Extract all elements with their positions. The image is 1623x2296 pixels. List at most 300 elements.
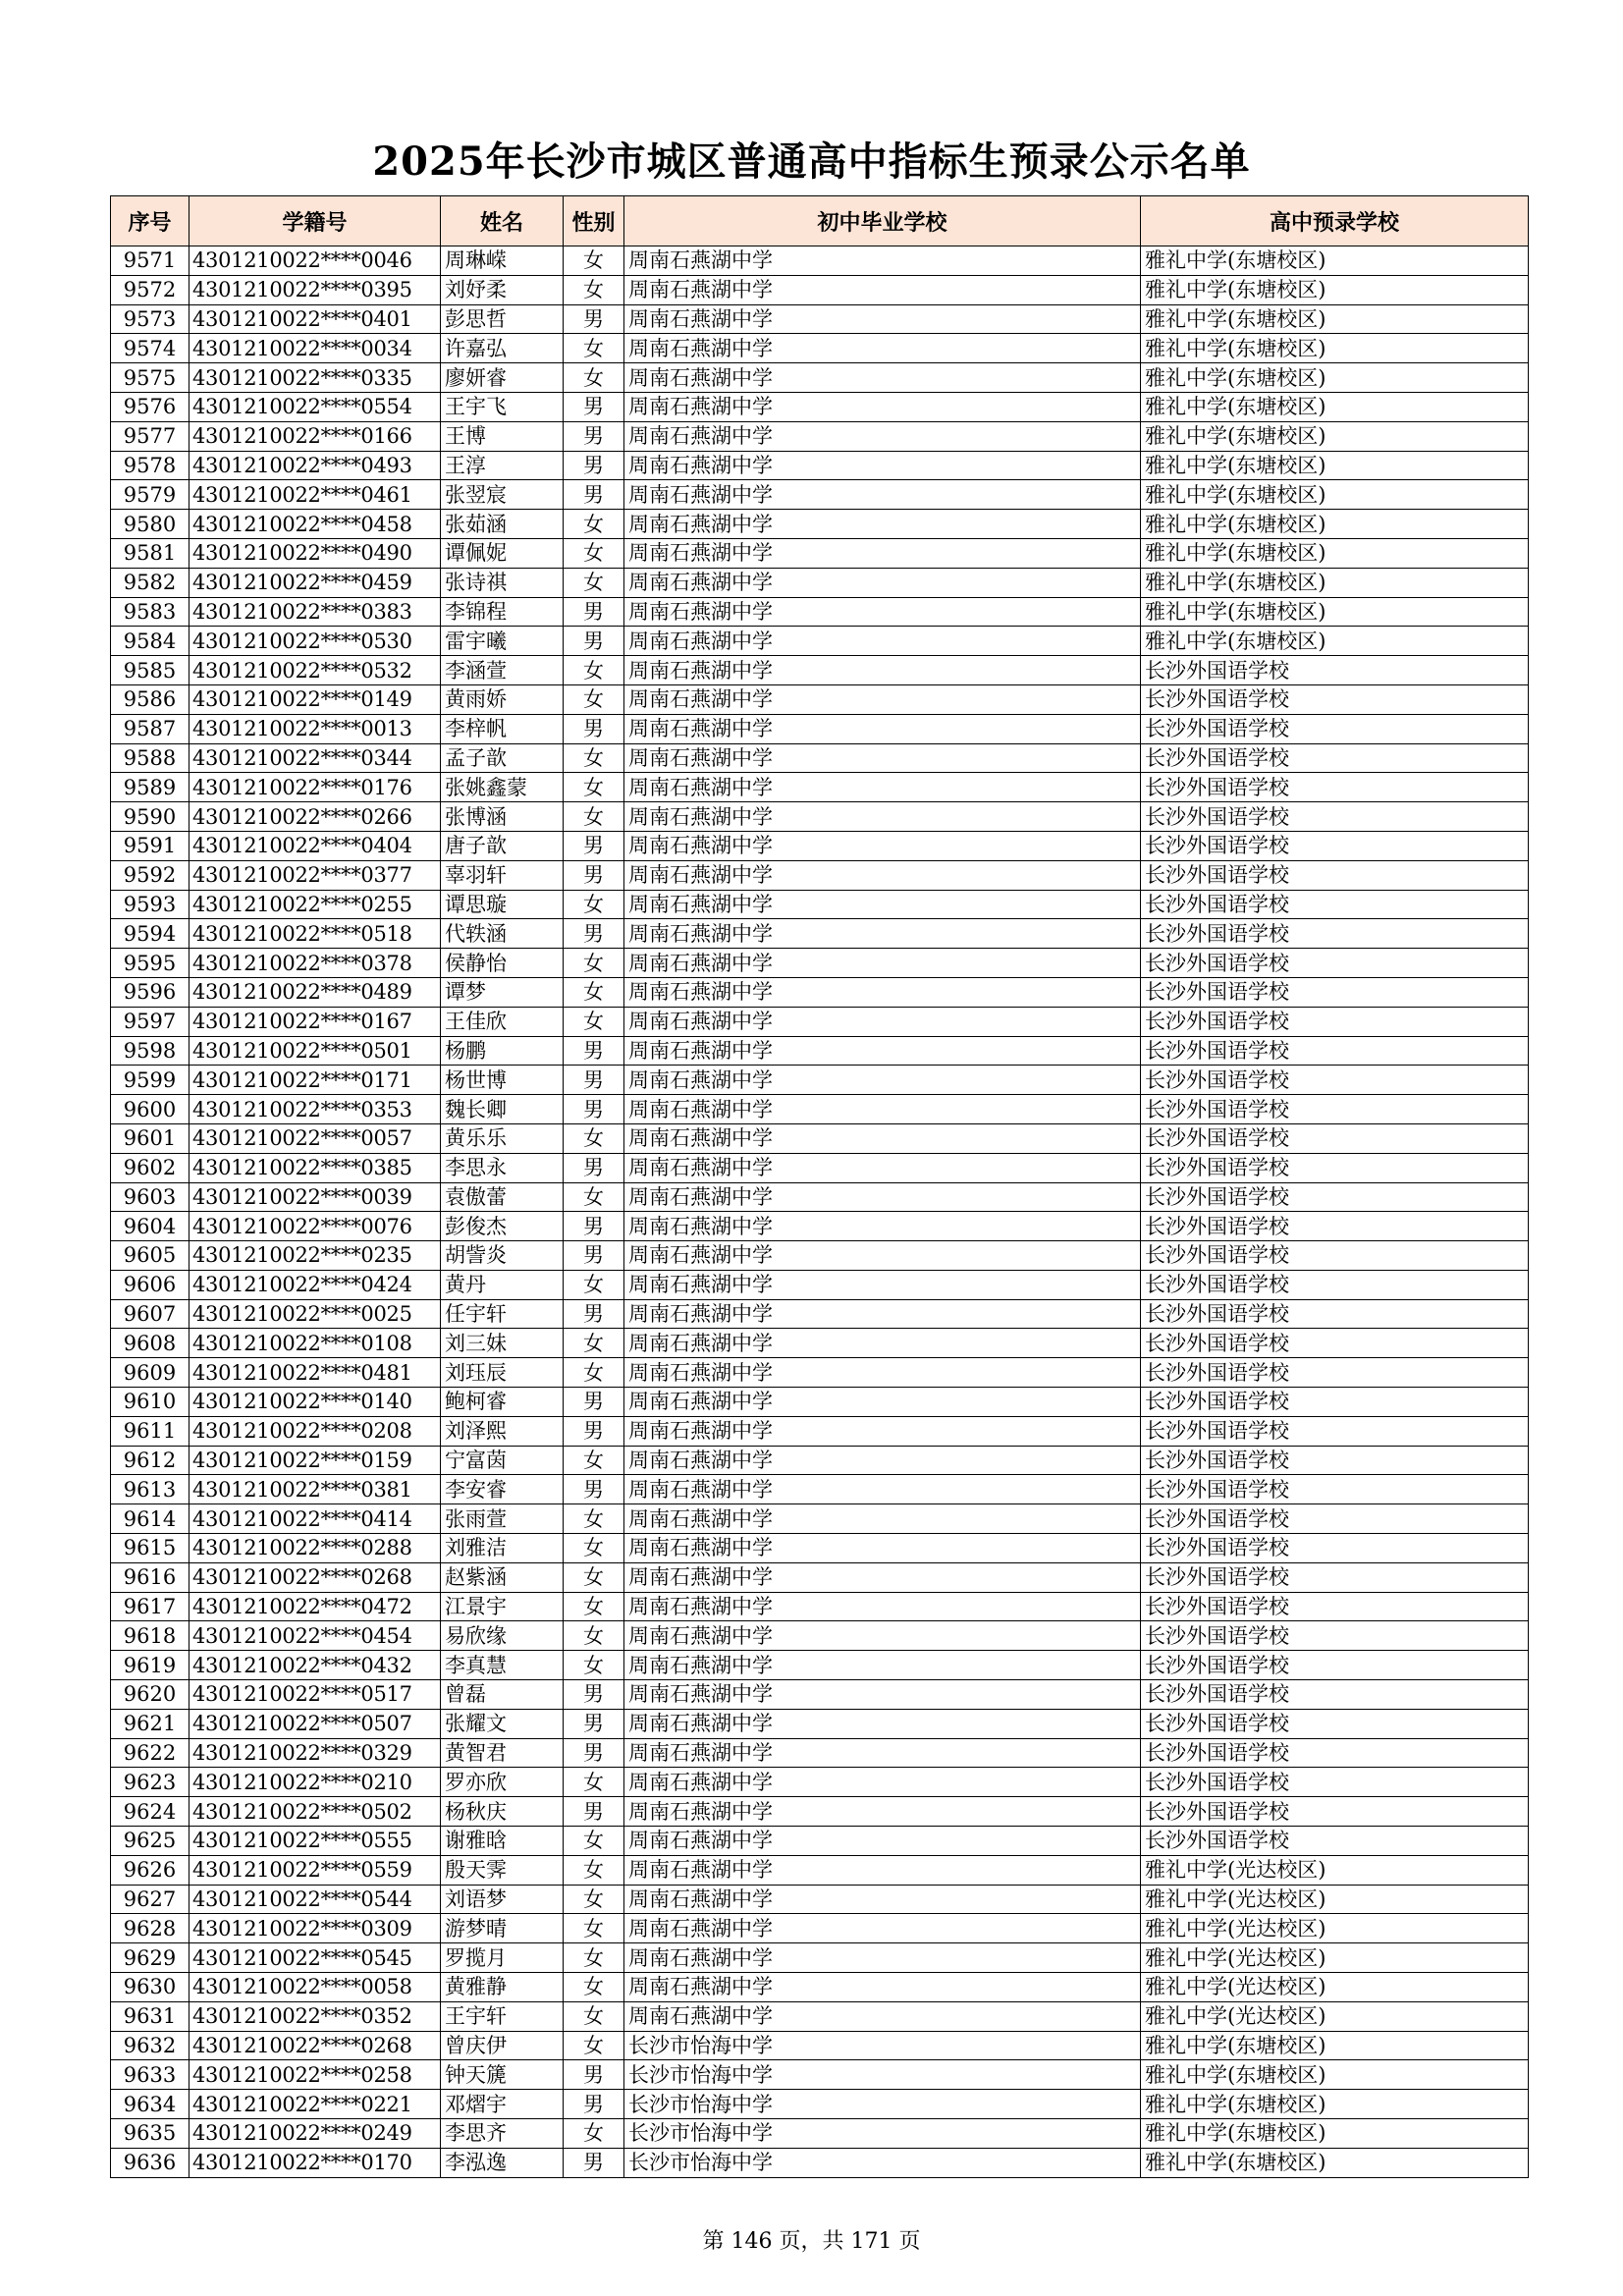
table-row: [111, 1621, 1529, 1651]
cell-gender: 女: [564, 1358, 624, 1388]
cell-name: 殷天霁: [441, 1855, 564, 1885]
cell-serial: 9600: [111, 1095, 189, 1124]
cell-student-id: 4301210022****0353: [189, 1095, 441, 1124]
cell-gender: 女: [564, 802, 624, 832]
cell-junior-school: 周南石燕湖中学: [624, 1855, 1141, 1885]
cell-student-id: 4301210022****0432: [189, 1651, 441, 1680]
table-row: [111, 597, 1529, 627]
cell-gender: 女: [564, 1827, 624, 1856]
cell-gender: 男: [564, 451, 624, 480]
cell-junior-school: 周南石燕湖中学: [624, 1036, 1141, 1066]
cell-senior-school: 雅礼中学(光达校区): [1141, 1973, 1529, 2002]
cell-gender: 男: [564, 1212, 624, 1241]
cell-serial: 9587: [111, 714, 189, 743]
cell-senior-school: 长沙外国语学校: [1141, 1416, 1529, 1446]
table-row: [111, 977, 1529, 1007]
table-row: [111, 1123, 1529, 1153]
cell-junior-school: 周南石燕湖中学: [624, 714, 1141, 743]
cell-student-id: 4301210022****0039: [189, 1182, 441, 1212]
cell-name: 袁傲蕾: [441, 1182, 564, 1212]
cell-junior-school: 周南石燕湖中学: [624, 1007, 1141, 1036]
cell-serial: 9633: [111, 2060, 189, 2090]
cell-gender: 女: [564, 773, 624, 802]
cell-serial: 9618: [111, 1621, 189, 1651]
cell-gender: 女: [564, 1534, 624, 1563]
cell-serial: 9595: [111, 949, 189, 978]
cell-gender: 女: [564, 977, 624, 1007]
cell-junior-school: 周南石燕湖中学: [624, 1182, 1141, 1212]
cell-name: 刘泽熙: [441, 1416, 564, 1446]
cell-junior-school: 周南石燕湖中学: [624, 1095, 1141, 1124]
cell-gender: 女: [564, 1973, 624, 2002]
admission-table: [110, 195, 1529, 2178]
cell-senior-school: 长沙外国语学校: [1141, 1066, 1529, 1095]
cell-gender: 女: [564, 275, 624, 304]
cell-senior-school: 长沙外国语学校: [1141, 1007, 1529, 1036]
cell-serial: 9590: [111, 802, 189, 832]
cell-senior-school: 雅礼中学(东塘校区): [1141, 334, 1529, 363]
cell-senior-school: 长沙外国语学校: [1141, 1182, 1529, 1212]
cell-serial: 9605: [111, 1241, 189, 1271]
column-header-student-id: 学籍号: [189, 196, 441, 246]
table-row: [111, 684, 1529, 714]
cell-name: 刘语梦: [441, 1885, 564, 1914]
cell-student-id: 4301210022****0530: [189, 627, 441, 656]
cell-gender: 女: [564, 743, 624, 773]
cell-student-id: 4301210022****0329: [189, 1738, 441, 1768]
cell-gender: 女: [564, 1914, 624, 1943]
cell-student-id: 4301210022****0555: [189, 1827, 441, 1856]
cell-junior-school: 周南石燕湖中学: [624, 890, 1141, 919]
cell-senior-school: 长沙外国语学校: [1141, 1212, 1529, 1241]
cell-gender: 男: [564, 1738, 624, 1768]
cell-serial: 9589: [111, 773, 189, 802]
table-row: [111, 1388, 1529, 1417]
table-row: [111, 1768, 1529, 1797]
cell-gender: 男: [564, 421, 624, 451]
cell-serial: 9583: [111, 597, 189, 627]
column-header-name: 姓名: [441, 196, 564, 246]
cell-junior-school: 长沙市怡海中学: [624, 2060, 1141, 2090]
cell-gender: 男: [564, 1388, 624, 1417]
cell-serial: 9579: [111, 480, 189, 510]
cell-senior-school: 长沙外国语学校: [1141, 1299, 1529, 1329]
cell-serial: 9624: [111, 1797, 189, 1827]
cell-student-id: 4301210022****0404: [189, 831, 441, 860]
cell-senior-school: 长沙外国语学校: [1141, 1534, 1529, 1563]
cell-gender: 男: [564, 2060, 624, 2090]
cell-senior-school: 长沙外国语学校: [1141, 802, 1529, 832]
cell-name: 任宇轩: [441, 1299, 564, 1329]
cell-serial: 9614: [111, 1504, 189, 1534]
cell-gender: 女: [564, 684, 624, 714]
table-row: [111, 568, 1529, 597]
table-row: [111, 890, 1529, 919]
cell-student-id: 4301210022****0385: [189, 1153, 441, 1182]
cell-gender: 男: [564, 860, 624, 890]
cell-name: 侯静怡: [441, 949, 564, 978]
cell-student-id: 4301210022****0171: [189, 1066, 441, 1095]
cell-student-id: 4301210022****0518: [189, 919, 441, 949]
cell-serial: 9596: [111, 977, 189, 1007]
table-body: [111, 246, 1529, 2178]
cell-name: 张姚鑫蒙: [441, 773, 564, 802]
table-row: [111, 1299, 1529, 1329]
column-header-junior-school: 初中毕业学校: [624, 196, 1141, 246]
cell-junior-school: 周南石燕湖中学: [624, 1241, 1141, 1271]
cell-junior-school: 周南石燕湖中学: [624, 1797, 1141, 1827]
cell-junior-school: 长沙市怡海中学: [624, 2119, 1141, 2149]
cell-gender: 女: [564, 1446, 624, 1475]
cell-senior-school: 长沙外国语学校: [1141, 684, 1529, 714]
cell-name: 宁富茵: [441, 1446, 564, 1475]
cell-student-id: 4301210022****0166: [189, 421, 441, 451]
cell-junior-school: 周南石燕湖中学: [624, 773, 1141, 802]
cell-student-id: 4301210022****0459: [189, 568, 441, 597]
cell-junior-school: 周南石燕湖中学: [624, 304, 1141, 334]
table-row: [111, 1827, 1529, 1856]
cell-name: 杨鹏: [441, 1036, 564, 1066]
cell-name: 黄乐乐: [441, 1123, 564, 1153]
cell-name: 雷宇曦: [441, 627, 564, 656]
cell-gender: 女: [564, 656, 624, 685]
cell-junior-school: 周南石燕湖中学: [624, 684, 1141, 714]
cell-student-id: 4301210022****0167: [189, 1007, 441, 1036]
cell-junior-school: 长沙市怡海中学: [624, 2031, 1141, 2060]
cell-serial: 9584: [111, 627, 189, 656]
cell-serial: 9576: [111, 392, 189, 421]
cell-name: 黄丹: [441, 1270, 564, 1299]
cell-student-id: 4301210022****0058: [189, 1973, 441, 2002]
cell-serial: 9607: [111, 1299, 189, 1329]
cell-senior-school: 长沙外国语学校: [1141, 1358, 1529, 1388]
cell-student-id: 4301210022****0249: [189, 2119, 441, 2149]
cell-student-id: 4301210022****0258: [189, 2060, 441, 2090]
cell-student-id: 4301210022****0046: [189, 246, 441, 276]
cell-senior-school: 雅礼中学(东塘校区): [1141, 421, 1529, 451]
cell-junior-school: 周南石燕湖中学: [624, 1885, 1141, 1914]
cell-junior-school: 周南石燕湖中学: [624, 860, 1141, 890]
cell-gender: 女: [564, 1768, 624, 1797]
cell-gender: 男: [564, 1797, 624, 1827]
cell-senior-school: 长沙外国语学校: [1141, 1241, 1529, 1271]
table-row: [111, 1416, 1529, 1446]
cell-senior-school: 长沙外国语学校: [1141, 1123, 1529, 1153]
cell-serial: 9593: [111, 890, 189, 919]
cell-name: 刘三妹: [441, 1329, 564, 1358]
cell-gender: 男: [564, 1475, 624, 1504]
cell-senior-school: 长沙外国语学校: [1141, 919, 1529, 949]
cell-senior-school: 雅礼中学(东塘校区): [1141, 2031, 1529, 2060]
cell-serial: 9574: [111, 334, 189, 363]
table-row: [111, 1153, 1529, 1182]
cell-gender: 女: [564, 1504, 624, 1534]
cell-serial: 9606: [111, 1270, 189, 1299]
cell-junior-school: 周南石燕湖中学: [624, 334, 1141, 363]
cell-senior-school: 长沙外国语学校: [1141, 714, 1529, 743]
cell-name: 孟子歆: [441, 743, 564, 773]
cell-senior-school: 雅礼中学(东塘校区): [1141, 275, 1529, 304]
cell-serial: 9622: [111, 1738, 189, 1768]
cell-student-id: 4301210022****0501: [189, 1036, 441, 1066]
cell-junior-school: 周南石燕湖中学: [624, 1592, 1141, 1621]
cell-gender: 女: [564, 334, 624, 363]
cell-student-id: 4301210022****0344: [189, 743, 441, 773]
table-row: [111, 1680, 1529, 1710]
cell-name: 钟天篪: [441, 2060, 564, 2090]
table-row: [111, 1358, 1529, 1388]
cell-junior-school: 周南石燕湖中学: [624, 1358, 1141, 1388]
cell-serial: 9617: [111, 1592, 189, 1621]
cell-junior-school: 周南石燕湖中学: [624, 1504, 1141, 1534]
cell-name: 谭佩妮: [441, 538, 564, 568]
cell-student-id: 4301210022****0025: [189, 1299, 441, 1329]
cell-gender: 女: [564, 1007, 624, 1036]
cell-serial: 9620: [111, 1680, 189, 1710]
cell-name: 王宇飞: [441, 392, 564, 421]
cell-student-id: 4301210022****0170: [189, 2148, 441, 2177]
cell-student-id: 4301210022****0268: [189, 1562, 441, 1592]
cell-junior-school: 周南石燕湖中学: [624, 451, 1141, 480]
cell-senior-school: 雅礼中学(东塘校区): [1141, 451, 1529, 480]
cell-senior-school: 长沙外国语学校: [1141, 743, 1529, 773]
cell-serial: 9608: [111, 1329, 189, 1358]
cell-junior-school: 周南石燕湖中学: [624, 1738, 1141, 1768]
cell-junior-school: 长沙市怡海中学: [624, 2090, 1141, 2119]
cell-senior-school: 长沙外国语学校: [1141, 1329, 1529, 1358]
cell-serial: 9599: [111, 1066, 189, 1095]
cell-student-id: 4301210022****0490: [189, 538, 441, 568]
cell-student-id: 4301210022****0208: [189, 1416, 441, 1446]
cell-serial: 9612: [111, 1446, 189, 1475]
cell-senior-school: 雅礼中学(东塘校区): [1141, 568, 1529, 597]
cell-name: 罗揽月: [441, 1943, 564, 1973]
cell-junior-school: 周南石燕湖中学: [624, 1973, 1141, 2002]
table-row: [111, 538, 1529, 568]
cell-name: 唐子歆: [441, 831, 564, 860]
cell-student-id: 4301210022****0378: [189, 949, 441, 978]
cell-student-id: 4301210022****0235: [189, 1241, 441, 1271]
cell-senior-school: 长沙外国语学校: [1141, 1036, 1529, 1066]
cell-senior-school: 雅礼中学(东塘校区): [1141, 627, 1529, 656]
cell-junior-school: 周南石燕湖中学: [624, 1388, 1141, 1417]
cell-serial: 9634: [111, 2090, 189, 2119]
cell-name: 黄雨娇: [441, 684, 564, 714]
cell-name: 罗亦欣: [441, 1768, 564, 1797]
cell-student-id: 4301210022****0395: [189, 275, 441, 304]
cell-student-id: 4301210022****0472: [189, 1592, 441, 1621]
cell-name: 李真慧: [441, 1651, 564, 1680]
cell-senior-school: 雅礼中学(东塘校区): [1141, 538, 1529, 568]
cell-student-id: 4301210022****0149: [189, 684, 441, 714]
cell-junior-school: 周南石燕湖中学: [624, 1914, 1141, 1943]
table-row: [111, 246, 1529, 276]
cell-senior-school: 长沙外国语学校: [1141, 977, 1529, 1007]
table-row: [111, 656, 1529, 685]
cell-junior-school: 周南石燕湖中学: [624, 977, 1141, 1007]
cell-serial: 9575: [111, 363, 189, 393]
cell-student-id: 4301210022****0221: [189, 2090, 441, 2119]
table-row: [111, 1738, 1529, 1768]
cell-name: 周琳嵘: [441, 246, 564, 276]
cell-student-id: 4301210022****0424: [189, 1270, 441, 1299]
cell-gender: 男: [564, 1416, 624, 1446]
cell-senior-school: 长沙外国语学校: [1141, 1797, 1529, 1827]
cell-name: 李安睿: [441, 1475, 564, 1504]
cell-name: 邓熠宇: [441, 2090, 564, 2119]
table-header-row: [111, 196, 1529, 246]
cell-senior-school: 雅礼中学(东塘校区): [1141, 480, 1529, 510]
cell-name: 王佳欣: [441, 1007, 564, 1036]
cell-gender: 男: [564, 1709, 624, 1738]
cell-serial: 9597: [111, 1007, 189, 1036]
cell-name: 杨秋庆: [441, 1797, 564, 1827]
cell-senior-school: 雅礼中学(东塘校区): [1141, 2090, 1529, 2119]
cell-junior-school: 周南石燕湖中学: [624, 1475, 1141, 1504]
cell-gender: 女: [564, 246, 624, 276]
cell-student-id: 4301210022****0381: [189, 1475, 441, 1504]
cell-student-id: 4301210022****0034: [189, 334, 441, 363]
cell-name: 张博涵: [441, 802, 564, 832]
table-row: [111, 743, 1529, 773]
cell-junior-school: 周南石燕湖中学: [624, 1621, 1141, 1651]
cell-name: 谭思璇: [441, 890, 564, 919]
cell-name: 彭俊杰: [441, 1212, 564, 1241]
cell-serial: 9629: [111, 1943, 189, 1973]
cell-gender: 女: [564, 1182, 624, 1212]
cell-gender: 男: [564, 1299, 624, 1329]
cell-serial: 9588: [111, 743, 189, 773]
table-row: [111, 1855, 1529, 1885]
cell-serial: 9582: [111, 568, 189, 597]
cell-gender: 女: [564, 1943, 624, 1973]
cell-senior-school: 长沙外国语学校: [1141, 1709, 1529, 1738]
cell-senior-school: 长沙外国语学校: [1141, 656, 1529, 685]
cell-gender: 女: [564, 510, 624, 539]
column-header-serial: 序号: [111, 196, 189, 246]
cell-gender: 女: [564, 2119, 624, 2149]
cell-gender: 男: [564, 1036, 624, 1066]
cell-junior-school: 周南石燕湖中学: [624, 597, 1141, 627]
cell-junior-school: 周南石燕湖中学: [624, 1651, 1141, 1680]
table-row: [111, 1709, 1529, 1738]
cell-student-id: 4301210022****0502: [189, 1797, 441, 1827]
cell-junior-school: 周南石燕湖中学: [624, 1827, 1141, 1856]
cell-name: 曾庆伊: [441, 2031, 564, 2060]
table-row: [111, 2060, 1529, 2090]
cell-gender: 男: [564, 2148, 624, 2177]
cell-student-id: 4301210022****0210: [189, 1768, 441, 1797]
cell-junior-school: 周南石燕湖中学: [624, 510, 1141, 539]
column-header-senior-school: 高中预录学校: [1141, 196, 1529, 246]
cell-junior-school: 周南石燕湖中学: [624, 1329, 1141, 1358]
cell-junior-school: 周南石燕湖中学: [624, 656, 1141, 685]
cell-serial: 9585: [111, 656, 189, 685]
cell-name: 许嘉弘: [441, 334, 564, 363]
table-row: [111, 1329, 1529, 1358]
table-row: [111, 1534, 1529, 1563]
cell-name: 江景宇: [441, 1592, 564, 1621]
cell-senior-school: 长沙外国语学校: [1141, 1651, 1529, 1680]
cell-senior-school: 雅礼中学(东塘校区): [1141, 597, 1529, 627]
cell-senior-school: 长沙外国语学校: [1141, 1768, 1529, 1797]
cell-serial: 9594: [111, 919, 189, 949]
cell-senior-school: 雅礼中学(东塘校区): [1141, 246, 1529, 276]
cell-student-id: 4301210022****0108: [189, 1329, 441, 1358]
table-row: [111, 1007, 1529, 1036]
cell-name: 胡訾炎: [441, 1241, 564, 1271]
cell-serial: 9580: [111, 510, 189, 539]
cell-serial: 9572: [111, 275, 189, 304]
cell-name: 彭思哲: [441, 304, 564, 334]
table-row: [111, 1446, 1529, 1475]
cell-serial: 9616: [111, 1562, 189, 1592]
cell-name: 刘珏辰: [441, 1358, 564, 1388]
cell-junior-school: 周南石燕湖中学: [624, 421, 1141, 451]
cell-senior-school: 长沙外国语学校: [1141, 1153, 1529, 1182]
table-row: [111, 451, 1529, 480]
cell-gender: 女: [564, 1562, 624, 1592]
document-title: 2025年长沙市城区普通高中指标生预录公示名单: [372, 138, 1251, 185]
cell-gender: 女: [564, 1855, 624, 1885]
cell-name: 张茹涵: [441, 510, 564, 539]
cell-junior-school: 周南石燕湖中学: [624, 1299, 1141, 1329]
cell-gender: 男: [564, 1241, 624, 1271]
cell-serial: 9613: [111, 1475, 189, 1504]
cell-student-id: 4301210022****0377: [189, 860, 441, 890]
cell-student-id: 4301210022****0481: [189, 1358, 441, 1388]
table-row: [111, 1943, 1529, 1973]
cell-junior-school: 周南石燕湖中学: [624, 1562, 1141, 1592]
cell-name: 曾磊: [441, 1680, 564, 1710]
cell-student-id: 4301210022****0454: [189, 1621, 441, 1651]
cell-serial: 9573: [111, 304, 189, 334]
cell-gender: 男: [564, 480, 624, 510]
cell-name: 张翌宸: [441, 480, 564, 510]
cell-name: 李泓逸: [441, 2148, 564, 2177]
cell-junior-school: 周南石燕湖中学: [624, 392, 1141, 421]
cell-serial: 9630: [111, 1973, 189, 2002]
cell-serial: 9635: [111, 2119, 189, 2149]
cell-gender: 女: [564, 1592, 624, 1621]
cell-serial: 9621: [111, 1709, 189, 1738]
cell-junior-school: 周南石燕湖中学: [624, 538, 1141, 568]
cell-junior-school: 周南石燕湖中学: [624, 246, 1141, 276]
cell-name: 辜羽轩: [441, 860, 564, 890]
table-row: [111, 1562, 1529, 1592]
cell-student-id: 4301210022****0517: [189, 1680, 441, 1710]
cell-name: 鲍柯睿: [441, 1388, 564, 1417]
cell-name: 李思齐: [441, 2119, 564, 2149]
cell-serial: 9602: [111, 1153, 189, 1182]
cell-gender: 男: [564, 919, 624, 949]
page-footer: 第 146 页，共 171 页: [702, 2229, 921, 2254]
cell-junior-school: 周南石燕湖中学: [624, 1153, 1141, 1182]
cell-name: 李梓帆: [441, 714, 564, 743]
cell-serial: 9636: [111, 2148, 189, 2177]
cell-student-id: 4301210022****0545: [189, 1943, 441, 1973]
cell-gender: 女: [564, 2001, 624, 2031]
cell-name: 李思永: [441, 1153, 564, 1182]
cell-student-id: 4301210022****0532: [189, 656, 441, 685]
table-row: [111, 1241, 1529, 1271]
cell-student-id: 4301210022****0507: [189, 1709, 441, 1738]
cell-name: 廖妍睿: [441, 363, 564, 393]
cell-senior-school: 雅礼中学(东塘校区): [1141, 304, 1529, 334]
table-row: [111, 334, 1529, 363]
cell-gender: 女: [564, 1123, 624, 1153]
table-row: [111, 2001, 1529, 2031]
